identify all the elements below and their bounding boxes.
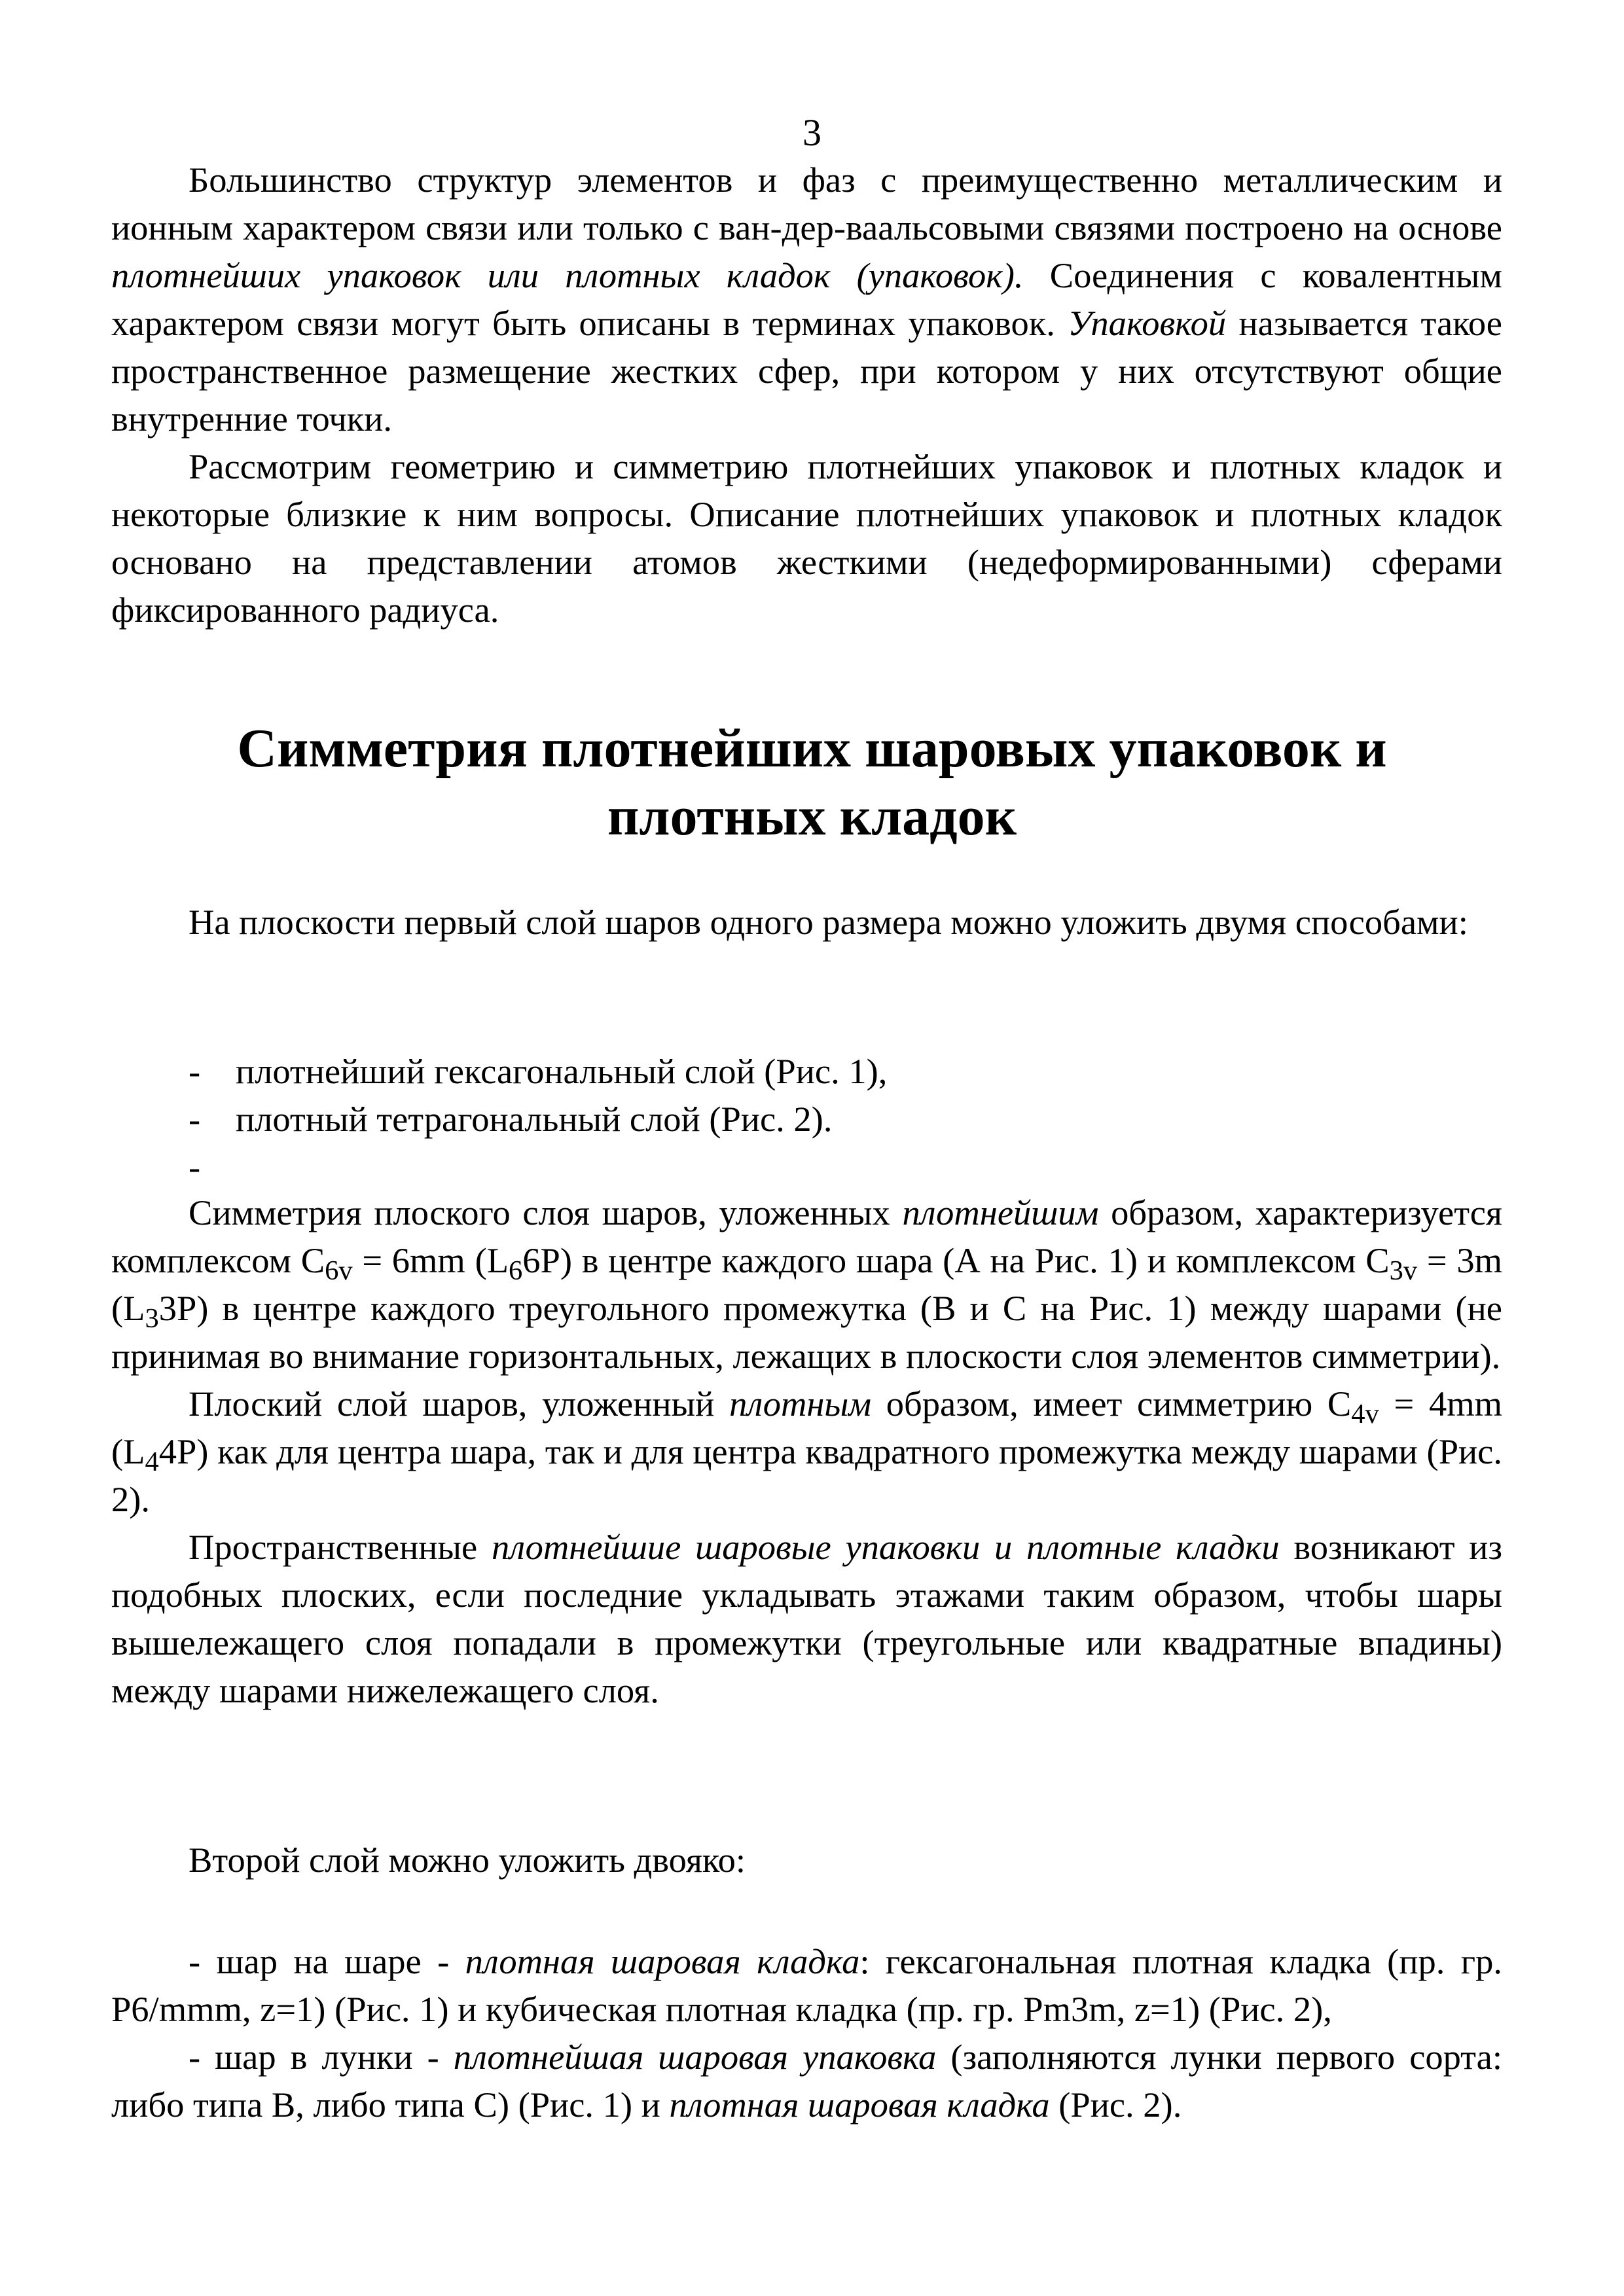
list-marker: - — [189, 1051, 201, 1091]
paragraph-geometry: Рассмотрим геометрию и симметрию плотнейших упаковок и плотных кладок и некоторые близкие к ним вопросы. Описание плотнейших упаковок и плотных кладок основано на представлении атомов жесткими (недеформированными) сферами фиксированного радиуса. — [111, 446, 1502, 630]
subscript: 6v — [325, 1255, 353, 1287]
list-marker: - — [189, 1147, 201, 1187]
paragraph-ball-in-hollows — [111, 2033, 1502, 2128]
text-run: 4P) как для центра шара, так и для центра квадратного промежутка между шарами (Рис. 2). — [111, 1431, 1502, 1519]
symmetry-block — [111, 1189, 1502, 1714]
text-run: - шар на шаре - — [189, 1941, 465, 1981]
text-run: (заполняются лунки первого сорта: либо типа B, либо типа C) (Рис. 1) и — [111, 2037, 1502, 2125]
layer-list — [111, 1047, 1502, 1191]
text-run: 3P) в центре каждого треугольного промежутка (B и C на Рис. 1) между шарами (не принимая во внимание горизонтальных, лежащих в плоскости слоя элементов симметрии). — [111, 1288, 1502, 1376]
text-run: 6P) в центре каждого шара (А на Рис. 1) и комплексом C — [522, 1240, 1390, 1280]
second-layer-options — [111, 1937, 1502, 2128]
list-marker: - — [189, 1099, 201, 1139]
text-run: - шар в лунки - — [189, 2037, 454, 2077]
text-run: = 3m (L — [111, 1240, 1503, 1328]
paragraph-first-layer: На плоскости первый слой шаров одного размера можно уложить двумя способами: — [189, 902, 1468, 942]
text-run: Соединения с ковалентным характером связи могут быть описаны в терминах упаковок. — [111, 255, 1502, 343]
second-layer-block — [111, 1836, 1502, 1884]
text-run: : гексагональная плотная кладка (пр. гр. P6/mmm, z=1) (Рис. 1) и кубическая плотная кладка (пр. гр. Pm3m, z=1) (Рис. 2), — [111, 1941, 1502, 2029]
text-run: (Рис. 2). — [1049, 2085, 1182, 2125]
page-number: 3 — [803, 111, 821, 154]
first-layer-block — [111, 898, 1502, 946]
subscript: 4v — [1351, 1399, 1379, 1430]
text-run: Пространственные — [189, 1527, 492, 1567]
section-heading — [0, 715, 1624, 851]
italic-term: плотнейшая шаровая упаковка — [453, 2037, 937, 2077]
text-run: Большинство структур элементов и фаз с преимущественно металлическим и ионным характером связи или только с ван-дер-ваальсовыми связями построено на основе — [111, 160, 1502, 247]
heading-line-1: Симметрия плотнейших шаровых упаковок и — [237, 718, 1387, 779]
text-run: Симметрия плоского слоя шаров, уложенных — [189, 1193, 903, 1232]
paragraph-spatial-packings — [111, 1523, 1502, 1714]
text-run: называется такое пространственное размещение жестких сфер, при котором у них отсутствуют общие внутренние точки. — [111, 303, 1502, 439]
subscript: 3 — [145, 1303, 159, 1335]
italic-term: плотнейших упаковок или плотных кладок (упаковок). — [111, 255, 1024, 295]
subscript: 3v — [1389, 1255, 1418, 1287]
italic-term: плотным — [729, 1384, 872, 1424]
italic-term: плотная шаровая кладка — [669, 2085, 1050, 2125]
list-item-text: плотный тетрагональный слой (Рис. 2). — [236, 1099, 833, 1139]
paragraph-second-layer: Второй слой можно уложить двояко: — [189, 1840, 746, 1880]
italic-term: плотная шаровая кладка — [465, 1941, 860, 1981]
intro-block — [111, 156, 1502, 634]
list-item-text: плотнейший гексагональный слой (Рис. 1), — [236, 1051, 888, 1091]
text-run: возникают из подобных плоских, если последние укладывать этажами таким образом, чтобы шары вышележащего слоя попадали в промежутки (треугольные или квадратные впадины) между шарами нижележащего слоя. — [111, 1527, 1502, 1710]
list-item — [111, 1095, 1502, 1143]
subscript: 4 — [145, 1446, 159, 1478]
list-item — [111, 1047, 1502, 1095]
text-run: Плоский слой шаров, уложенный — [189, 1384, 730, 1424]
subscript: 6 — [509, 1255, 523, 1287]
list-item-empty — [111, 1143, 1502, 1191]
paragraph-packings-intro — [111, 156, 1502, 442]
paragraph-tetragonal-symmetry — [111, 1380, 1502, 1523]
heading-line-2: плотных кладок — [607, 786, 1017, 847]
text-run: образом, характеризуется комплексом C — [111, 1193, 1502, 1280]
paragraph-hexagonal-symmetry — [111, 1189, 1502, 1380]
italic-term: Упаковкой — [1068, 303, 1227, 343]
text-run: образом, имеет симметрию C — [871, 1384, 1352, 1424]
italic-term: плотнейшие шаровые упаковки и плотные кладки — [491, 1527, 1280, 1567]
text-run: = 6mm (L — [352, 1240, 509, 1280]
text-run: = 4mm (L — [111, 1384, 1502, 1471]
italic-term: плотнейшим — [902, 1193, 1099, 1232]
paragraph-ball-on-ball — [111, 1937, 1502, 2033]
